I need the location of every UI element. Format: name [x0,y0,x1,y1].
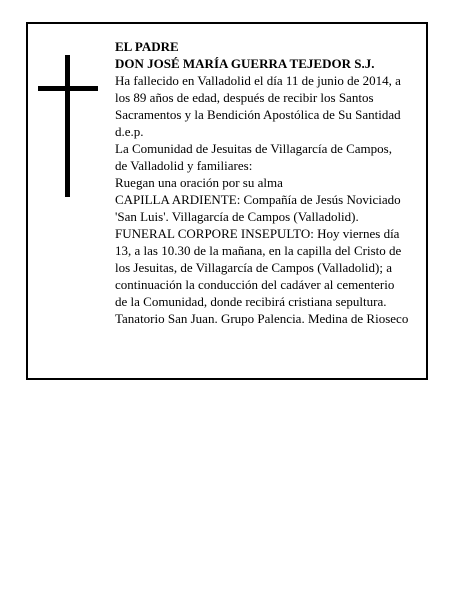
notice-body-line: Ha fallecido en Valladolid el día 11 de junio de 2014, a [115,73,401,88]
notice-body-line: d.e.p. [115,124,144,139]
notice-body-line: los Jesuitas, de Villagarcía de Campos (Valladolid); a [115,260,392,275]
notice-body-line: 13, a las 10.30 de la mañana, en la capilla del Cristo de [115,243,402,258]
notice-body-line: Tanatorio San Juan. Grupo Palencia. Medina de Rioseco [115,311,409,326]
notice-body-line: de la Comunidad, donde recibirá cristiana sepultura. [115,294,387,309]
notice-body-line: continuación la conducción del cadáver al cementerio [115,277,395,292]
notice-body-line: CAPILLA ARDIENTE: Compañía de Jesús Noviciado [115,192,401,207]
notice-body-line: de Valladolid y familiares: [115,158,253,173]
cross-horizontal-bar [38,86,98,91]
notice-body-line: FUNERAL CORPORE INSEPULTO: Hoy viernes día [115,226,400,241]
notice-body-line: Ruegan una oración por su alma [115,175,283,190]
latin-cross-icon [38,55,98,197]
notice-body-line: Sacramentos y la Bendición Apostólica de Su Santidad [115,107,401,122]
notice-body-line: La Comunidad de Jesuitas de Villagarcía de Campos, [115,141,392,156]
cross-vertical-bar [65,55,70,197]
notice-body-line: 'San Luis'. Villagarcía de Campos (Valladolid). [115,209,359,224]
deceased-name: DON JOSÉ MARÍA GUERRA TEJEDOR S.J. [115,56,375,71]
obituary-text [115,38,429,327]
notice-body-line: los 89 años de edad, después de recibir los Santos [115,90,374,105]
notice-title-line: EL PADRE [115,39,179,54]
